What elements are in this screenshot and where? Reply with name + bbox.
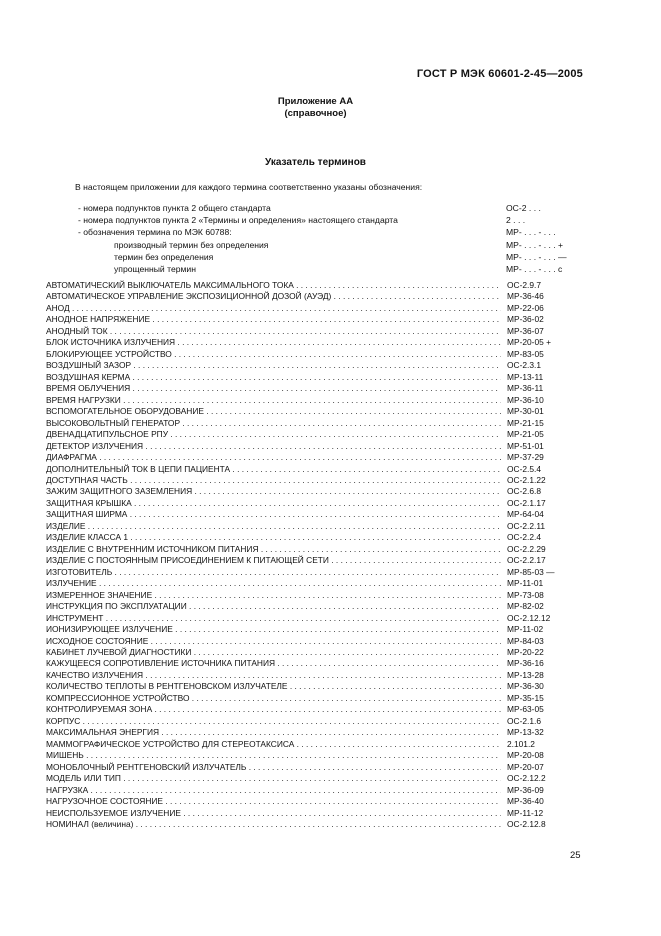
index-code: МР-13-28 [507, 669, 544, 680]
index-entry [46, 360, 586, 371]
index-entry [46, 395, 586, 406]
index-entry [46, 590, 586, 601]
index-code: ОС-2.2.17 [507, 555, 546, 566]
index-code: МР-85-03 — [507, 566, 555, 577]
legend-code: МР- . . . - . . . — [506, 251, 567, 262]
index-term: АНОД . . . [46, 303, 501, 314]
index-code: МР-83-05 [507, 348, 544, 359]
appendix-subtitle: (справочное) [284, 108, 347, 119]
index-term: ВСПОМОГАТЕЛЬНОЕ ОБОРУДОВАНИЕ . . . [46, 406, 501, 417]
index-code: МР-30-01 [507, 406, 544, 417]
index-code: ОС-2.1.17 [507, 497, 546, 508]
index-code: МР-11-02 [507, 624, 544, 635]
index-code: МР-35-15 [507, 692, 544, 703]
designation-legend [72, 202, 572, 275]
index-term: ИЗГОТОВИТЕЛЬ . . . [46, 567, 501, 578]
index-code: МР-21-05 [507, 429, 544, 440]
index-term: КОНТРОЛИРУЕМАЯ ЗОНА . . . [46, 704, 501, 715]
index-entry [46, 303, 586, 314]
index-entry [46, 452, 586, 463]
index-entry [46, 808, 586, 819]
index-code: МР-20-07 [507, 761, 544, 772]
legend-row [72, 202, 572, 214]
index-entry [46, 578, 586, 589]
index-term: КОМПРЕССИОННОЕ УСТРОЙСТВО . . . [46, 693, 501, 704]
index-entry [46, 509, 586, 520]
index-term: ИНСТРУМЕНТ . . . [46, 613, 501, 624]
legend-code: ОС-2 . . . [506, 203, 541, 213]
index-code: ОС-2.9.7 [507, 280, 541, 290]
index-code: МР-51-01 [507, 440, 544, 451]
index-entry [46, 647, 586, 658]
legend-row [72, 251, 572, 263]
index-term: АВТОМАТИЧЕСКОЕ УПРАВЛЕНИЕ ЭКСПОЗИЦИОННОЙ ДОЗОЙ (АУЭД) . . . [46, 291, 501, 302]
index-entry [46, 762, 586, 773]
index-term: АВТОМАТИЧЕСКИЙ ВЫКЛЮЧАТЕЛЬ МАКСИМАЛЬНОГО ТОКА . . . [46, 280, 501, 291]
index-term: МОДЕЛЬ ИЛИ ТИП . . . [46, 773, 501, 784]
index-term: БЛОК ИСТОЧНИКА ИЗЛУЧЕНИЯ . . . [46, 337, 501, 348]
index-term: ИНСТРУКЦИЯ ПО ЭКСПЛУАТАЦИИ . . . [46, 601, 501, 612]
index-entry [46, 383, 586, 394]
index-entry [46, 486, 586, 497]
index-entry [46, 681, 586, 692]
index-term: МАКСИМАЛЬНАЯ ЭНЕРГИЯ . . . [46, 727, 501, 738]
index-entry [46, 658, 586, 669]
index-term: МОНОБЛОЧНЫЙ РЕНТГЕНОВСКИЙ ИЗЛУЧАТЕЛЬ . . . [46, 762, 501, 773]
index-code: МР-63-05 [507, 704, 544, 715]
index-entry [46, 441, 586, 452]
index-term: ИЗДЕЛИЕ КЛАССА 1 . . . [46, 532, 501, 543]
index-term: ИЗДЕЛИЕ С ВНУТРЕННИМ ИСТОЧНИКОМ ПИТАНИЯ . . . [46, 544, 501, 555]
index-entry [46, 372, 586, 383]
term-index-list [46, 280, 586, 831]
index-term: КОЛИЧЕСТВО ТЕПЛОТЫ В РЕНТГЕНОВСКОМ ИЗЛУЧАТЕЛЕ . . . [46, 681, 501, 692]
index-term: ВОЗДУШНЫЙ ЗАЗОР . . . [46, 360, 501, 371]
index-term: ИОНИЗИРУЮЩЕЕ ИЗЛУЧЕНИЕ . . . [46, 624, 501, 635]
index-code: МР-36-16 [507, 658, 544, 669]
legend-code: МР- . . . - . . . [506, 227, 556, 238]
index-code: ОС-2.5.4 [507, 463, 541, 474]
index-term: ЗАЩИТНАЯ КРЫШКА . . . [46, 498, 501, 509]
index-entry [46, 418, 586, 429]
index-term: ИЗДЕЛИЕ С ПОСТОЯННЫМ ПРИСОЕДИНЕНИЕМ К ПИТАЮЩЕЙ СЕТИ . . . [46, 555, 501, 566]
index-entry [46, 314, 586, 325]
index-entry [46, 785, 586, 796]
index-code: МР-36-30 [507, 681, 544, 692]
standard-designation: ГОСТ Р МЭК 60601-2-45—2005 [416, 68, 583, 80]
legend-row [72, 226, 572, 238]
index-entry [46, 337, 586, 348]
index-term: ВЫСОКОВОЛЬТНЫЙ ГЕНЕРАТОР . . . [46, 418, 501, 429]
index-term: ДОСТУПНАЯ ЧАСТЬ . . . [46, 475, 501, 486]
index-term: ВРЕМЯ ОБЛУЧЕНИЯ . . . [46, 383, 501, 394]
index-entry [46, 773, 586, 784]
index-code: ОС-2.2.11 [507, 520, 546, 531]
index-term: МАММОГРАФИЧЕСКОЕ УСТРОЙСТВО ДЛЯ СТЕРЕОТАКСИСА . . . [46, 739, 501, 750]
index-code: ОС-2.2.29 [507, 543, 546, 554]
index-entry [46, 727, 586, 738]
index-term: АНОДНЫЙ ТОК . . . [46, 326, 501, 337]
index-code: МР-36-10 [507, 394, 544, 405]
index-term: ЗАЖИМ ЗАЩИТНОГО ЗАЗЕМЛЕНИЯ . . . [46, 486, 501, 497]
index-entry [46, 521, 586, 532]
index-code: ОС-2.3.1 [507, 360, 541, 371]
index-title: Указатель терминов [265, 157, 366, 168]
index-code: ОС-2.1.6 [507, 715, 541, 726]
index-code: МР-20-05 + [507, 337, 551, 348]
index-entry [46, 464, 586, 475]
index-code: МР-36-46 [507, 291, 544, 302]
index-entry [46, 429, 586, 440]
index-term: ВРЕМЯ НАГРУЗКИ . . . [46, 395, 501, 406]
index-code: ОС-2.2.4 [507, 532, 541, 543]
index-term: МИШЕНЬ . . . [46, 750, 501, 761]
legend-code: МР- . . . - . . . + [506, 239, 564, 250]
index-code: МР-82-02 [507, 601, 544, 612]
index-code: МР-36-07 [507, 325, 544, 336]
index-code: МР-13-32 [507, 727, 544, 738]
index-entry [46, 624, 586, 635]
index-term: ДВЕНАДЦАТИПУЛЬСНОЕ РПУ . . . [46, 429, 501, 440]
index-term: НАГРУЗКА . . . [46, 785, 501, 796]
index-entry [46, 349, 586, 360]
index-entry [46, 693, 586, 704]
legend-code: МР- . . . - . . . с [506, 263, 563, 274]
index-entry [46, 739, 586, 750]
index-entry [46, 670, 586, 681]
legend-row [72, 239, 572, 251]
index-term: КАБИНЕТ ЛУЧЕВОЙ ДИАГНОСТИКИ . . . [46, 647, 501, 658]
index-term: ВОЗДУШНАЯ КЕРМА . . . [46, 372, 501, 383]
index-entry [46, 291, 586, 302]
index-entry [46, 555, 586, 566]
index-term: НАГРУЗОЧНОЕ СОСТОЯНИЕ . . . [46, 796, 501, 807]
index-code: МР-73-08 [507, 589, 544, 600]
intro-text: В настоящем приложении для каждого термина соответственно указаны обозначения: [75, 182, 423, 192]
legend-text: - обозначения термина по МЭК 60788: [78, 227, 232, 238]
legend-text: - номера подпунктов пункта 2 общего стандарта [78, 203, 271, 213]
index-term: ДОПОЛНИТЕЛЬНЫЙ ТОК В ЦЕПИ ПАЦИЕНТА . . . [46, 464, 501, 475]
index-entry [46, 636, 586, 647]
index-code: ОС-2.12.2 [507, 773, 546, 784]
index-term: ИЗМЕРЕННОЕ ЗНАЧЕНИЕ . . . [46, 590, 501, 601]
index-term: КАЖУЩЕЕСЯ СОПРОТИВЛЕНИЕ ИСТОЧНИКА ПИТАНИЯ . . . [46, 658, 501, 669]
index-code: МР-20-08 [507, 750, 544, 761]
index-entry [46, 601, 586, 612]
index-code: МР-84-03 [507, 635, 544, 646]
index-entry [46, 716, 586, 727]
index-term: ИЗДЕЛИЕ . . . [46, 521, 501, 532]
legend-row [72, 214, 572, 226]
index-term: КОРПУС . . . [46, 716, 501, 727]
index-code: МР-36-09 [507, 784, 544, 795]
index-code: МР-20-22 [507, 647, 544, 657]
index-code: МР-36-02 [507, 314, 544, 325]
index-entry [46, 796, 586, 807]
index-code: ОС-2.6.8 [507, 486, 541, 497]
index-code: ОС-2.12.8 [507, 819, 546, 830]
index-code: ОС-2.12.12 [507, 612, 551, 623]
index-entry [46, 498, 586, 509]
index-entry [46, 326, 586, 337]
index-term: ИЗЛУЧЕНИЕ . . . [46, 578, 501, 589]
index-term: ДИАФРАГМА . . . [46, 452, 501, 463]
index-term: КАЧЕСТВО ИЗЛУЧЕНИЯ . . . [46, 670, 501, 681]
index-code: МР-36-40 [507, 796, 544, 807]
legend-code: 2 . . . [506, 215, 526, 226]
legend-row [72, 263, 572, 275]
index-code: МР-64-04 [507, 509, 544, 520]
index-term: ЗАЩИТНАЯ ШИРМА . . . [46, 509, 501, 520]
legend-text: термин без определения [114, 251, 214, 262]
index-entry [46, 613, 586, 624]
index-entry [46, 567, 586, 578]
legend-text: производный термин без определения [114, 239, 269, 250]
index-term: НЕИСПОЛЬЗУЕМОЕ ИЗЛУЧЕНИЕ . . . [46, 808, 501, 819]
index-code: МР-37-29 [507, 452, 544, 463]
page-number: 25 [570, 850, 581, 861]
index-code: МР-11-12 [507, 807, 544, 818]
index-entry [46, 819, 586, 830]
index-entry [46, 532, 586, 543]
index-term: АНОДНОЕ НАПРЯЖЕНИЕ . . . [46, 314, 501, 325]
index-entry [46, 544, 586, 555]
index-entry [46, 280, 586, 291]
legend-text: упрощенный термин [114, 263, 196, 274]
appendix-title: Приложение АА [277, 96, 354, 107]
index-entry [46, 750, 586, 761]
index-code: МР-13-11 [507, 371, 544, 382]
index-term: ИСХОДНОЕ СОСТОЯНИЕ . . . [46, 636, 501, 647]
index-code: 2.101.2 [507, 738, 535, 749]
appendix-heading [0, 96, 631, 120]
index-code: МР-21-15 [507, 417, 544, 428]
legend-text: - номера подпунктов пункта 2 «Термины и определения» настоящего стандарта [78, 215, 398, 226]
index-entry [46, 475, 586, 486]
index-entry [46, 704, 586, 715]
index-code: ОС-2.1.22 [507, 474, 546, 485]
index-term: НОМИНАЛ (величина) . . . [46, 819, 501, 830]
index-code: МР-36-11 [507, 383, 544, 394]
index-code: МР-22-06 [507, 302, 544, 313]
index-entry [46, 406, 586, 417]
index-term: БЛОКИРУЮЩЕЕ УСТРОЙСТВО . . . [46, 349, 501, 360]
index-code: МР-11-01 [507, 578, 544, 589]
index-term: ДЕТЕКТОР ИЗЛУЧЕНИЯ . . . [46, 441, 501, 452]
